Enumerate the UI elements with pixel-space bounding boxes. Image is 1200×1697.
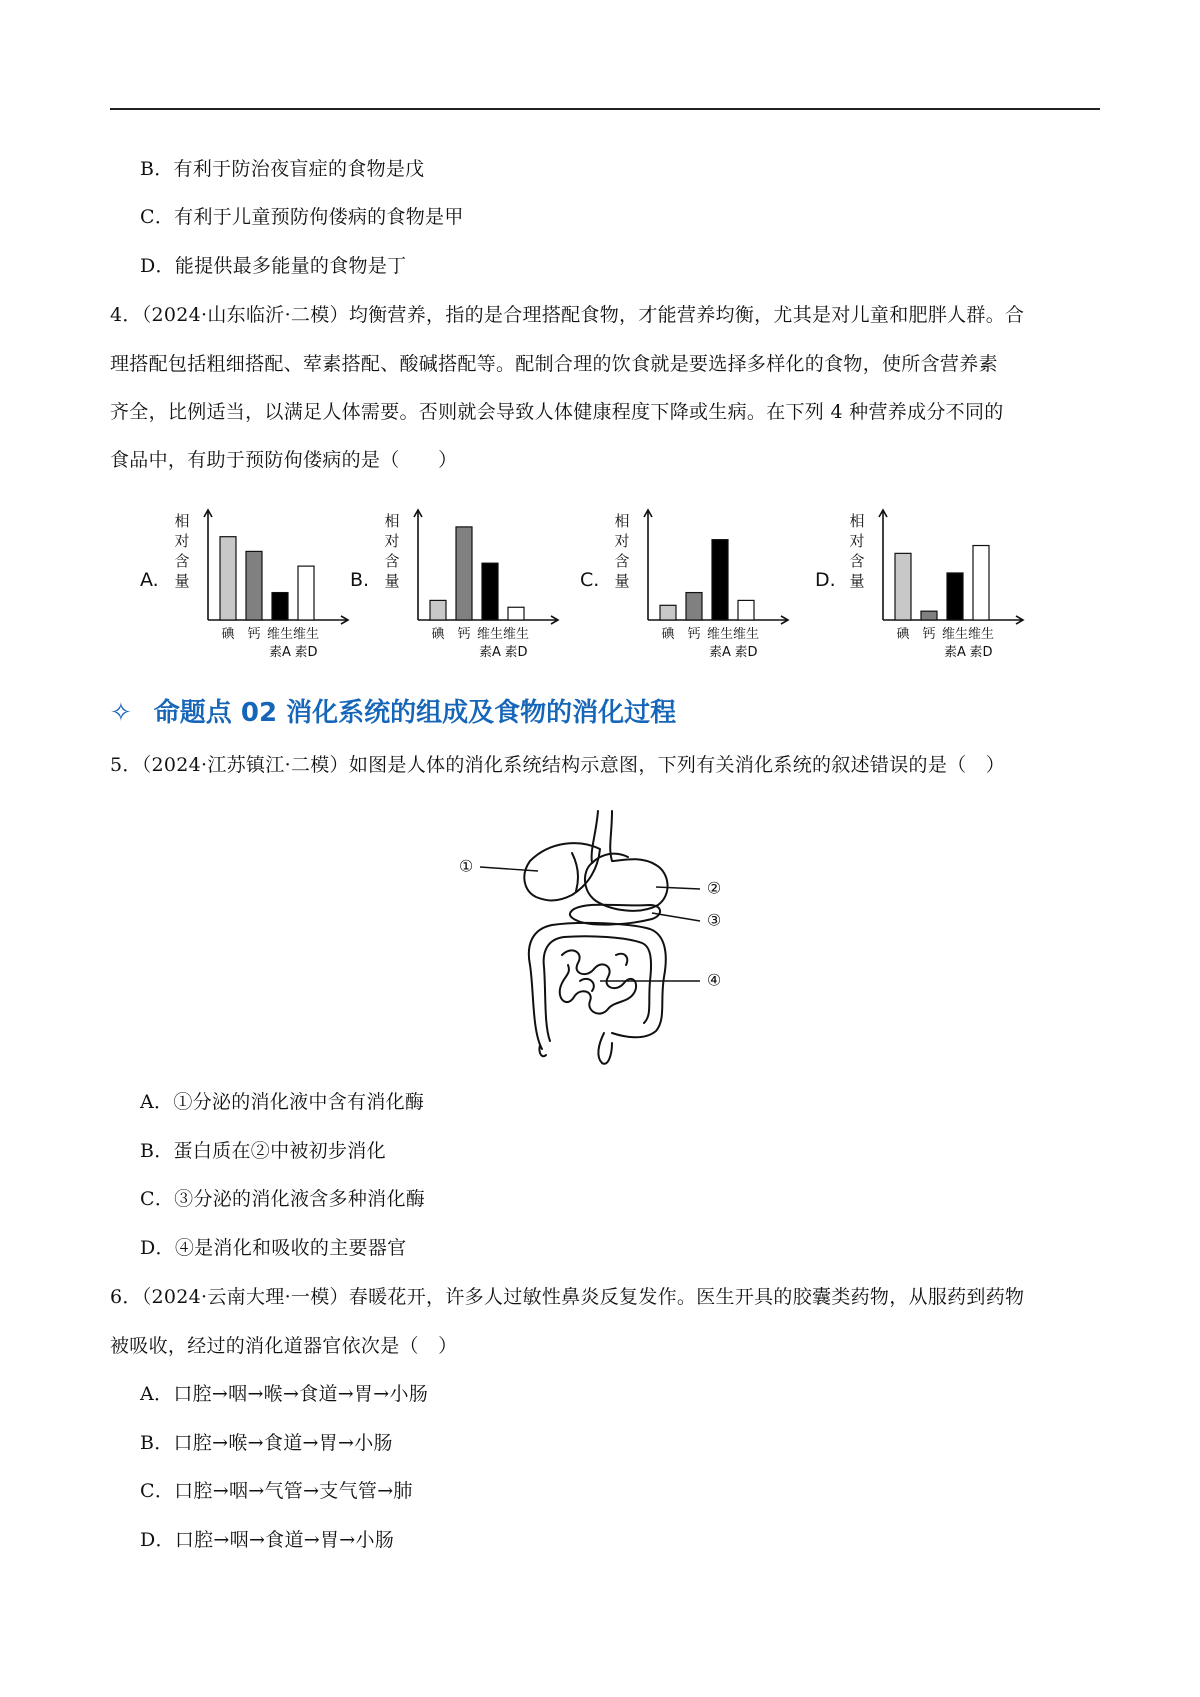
category-label: 素D: [734, 645, 758, 660]
small-intestine-shape: [560, 950, 636, 1013]
q5-stem: 5．（2024·江苏镇江·二模）如图是人体的消化系统结构示意图，下列有关消化系统的叙述错误的是（ ）: [110, 754, 1006, 776]
bar-chart-1: [350, 500, 580, 660]
bar: [456, 527, 472, 620]
category-label: 素A: [479, 645, 501, 660]
y-axis-label-char: 含: [384, 552, 400, 570]
y-axis-label-char: 对: [384, 532, 400, 550]
y-axis-label-char: 量: [849, 572, 865, 590]
esophagus-shape: [592, 811, 598, 863]
bar-chart-2: [580, 500, 810, 660]
chart-option-label: C.: [580, 569, 600, 591]
q4-stem-line-2: 理搭配包括粗细搭配、荤素搭配、酸碱搭配等。配制合理的饮食就是要选择多样化的食物，使所含营养素: [110, 353, 998, 375]
q3-option-d: D．能提供最多能量的食物是丁: [140, 255, 407, 277]
category-label: 碘: [661, 627, 675, 642]
bar: [921, 611, 937, 620]
y-axis-label-char: 对: [174, 532, 190, 550]
y-axis-label-char: 含: [614, 552, 630, 570]
category-label: 素D: [504, 645, 528, 660]
q6-option-d: D．口腔→咽→食道→胃→小肠: [140, 1529, 395, 1551]
chart-option-label: B.: [350, 569, 370, 591]
label-4: ④: [706, 970, 722, 990]
category-label: 维生: [732, 627, 760, 642]
bar: [947, 573, 963, 620]
chart-option-label: D.: [815, 569, 836, 591]
bar-chart-3: [815, 500, 1045, 660]
bar: [508, 607, 524, 620]
chart-option-label: A.: [140, 569, 159, 591]
y-axis-label-char: 相: [849, 512, 865, 530]
sparkle-icon: ✧: [110, 698, 132, 728]
bar: [430, 600, 446, 620]
bar: [686, 593, 702, 620]
q3-option-b: B．有利于防治夜盲症的食物是戊: [140, 158, 425, 180]
q3-option-c: C．有利于儿童预防佝偻病的食物是甲: [140, 206, 464, 228]
category-label: 维生: [967, 627, 995, 642]
header-rule: [110, 108, 1100, 110]
category-label: 维生: [292, 627, 320, 642]
category-label: 碘: [896, 627, 910, 642]
category-label: 维生: [266, 627, 294, 642]
bar: [272, 593, 288, 620]
q4-stem-line-4: 食品中，有助于预防佝偻病的是（ ）: [110, 449, 458, 471]
large-intestine-shape: [529, 923, 666, 1049]
y-axis-label-char: 含: [849, 552, 865, 570]
y-axis-label-char: 量: [174, 572, 190, 590]
q4-stem-line-3: 齐全，比例适当，以满足人体需要。否则就会导致人体健康程度下降或生病。在下列 4 种营养成分不同的: [110, 401, 1004, 423]
category-label: 钙: [457, 627, 471, 642]
digestive-system-diagram: [458, 805, 740, 1065]
category-label: 维生: [502, 627, 530, 642]
y-axis-label-char: 对: [614, 532, 630, 550]
stomach-shape: [585, 859, 668, 911]
category-label: 维生: [706, 627, 734, 642]
category-label: 碘: [221, 627, 235, 642]
label-3: ③: [706, 910, 722, 930]
category-label: 钙: [922, 627, 936, 642]
y-axis-label-char: 相: [614, 512, 630, 530]
y-axis-label-char: 量: [614, 572, 630, 590]
y-axis-label-char: 对: [849, 532, 865, 550]
q5-option-b: B．蛋白质在②中被初步消化: [140, 1140, 386, 1162]
q5-option-c: C．③分泌的消化液含多种消化酶: [140, 1188, 426, 1210]
category-label: 钙: [687, 627, 701, 642]
category-label: 素D: [294, 645, 318, 660]
category-label: 素A: [269, 645, 291, 660]
label-2: ②: [706, 878, 722, 898]
q5-option-d: D．④是消化和吸收的主要器官: [140, 1237, 407, 1259]
q4-stem-line-1: 4．（2024·山东临沂·二模）均衡营养，指的是合理搭配食物，才能营养均衡，尤其是对儿童和肥胖人群。合: [110, 304, 1025, 326]
bar: [660, 605, 676, 620]
q6-option-c: C．口腔→咽→气管→支气管→肺: [140, 1480, 413, 1502]
q6-stem-line-1: 6．（2024·云南大理·一模）春暖花开，许多人过敏性鼻炎反复发作。医生开具的胶囊类药物，从服药到药物: [110, 1286, 1025, 1308]
q6-option-b: B．口腔→喉→食道→胃→小肠: [140, 1432, 393, 1454]
bar-chart-0: [140, 500, 370, 660]
bar: [246, 551, 262, 620]
y-axis-label-char: 相: [384, 512, 400, 530]
section-title-text: 命题点 02 消化系统的组成及食物的消化过程: [153, 698, 677, 728]
category-label: 素A: [944, 645, 966, 660]
category-label: 素A: [709, 645, 731, 660]
bar: [298, 566, 314, 620]
label-1: ①: [458, 856, 474, 876]
category-label: 素D: [969, 645, 993, 660]
y-axis-label-char: 含: [174, 552, 190, 570]
bar: [220, 537, 236, 620]
category-label: 维生: [476, 627, 504, 642]
q6-stem-line-2: 被吸收，经过的消化道器官依次是（ ）: [110, 1335, 458, 1357]
category-label: 维生: [941, 627, 969, 642]
q5-option-a: A．①分泌的消化液中含有消化酶: [140, 1091, 425, 1113]
pancreas-shape: [570, 905, 660, 925]
bar: [895, 553, 911, 620]
bar: [973, 546, 989, 620]
category-label: 碘: [431, 627, 445, 642]
bar: [482, 563, 498, 620]
section-heading: [110, 692, 676, 729]
bar: [738, 600, 754, 620]
y-axis-label-char: 量: [384, 572, 400, 590]
y-axis-label-char: 相: [174, 512, 190, 530]
q6-option-a: A．口腔→咽→喉→食道→胃→小肠: [140, 1383, 429, 1405]
category-label: 钙: [247, 627, 261, 642]
bar: [712, 540, 728, 620]
